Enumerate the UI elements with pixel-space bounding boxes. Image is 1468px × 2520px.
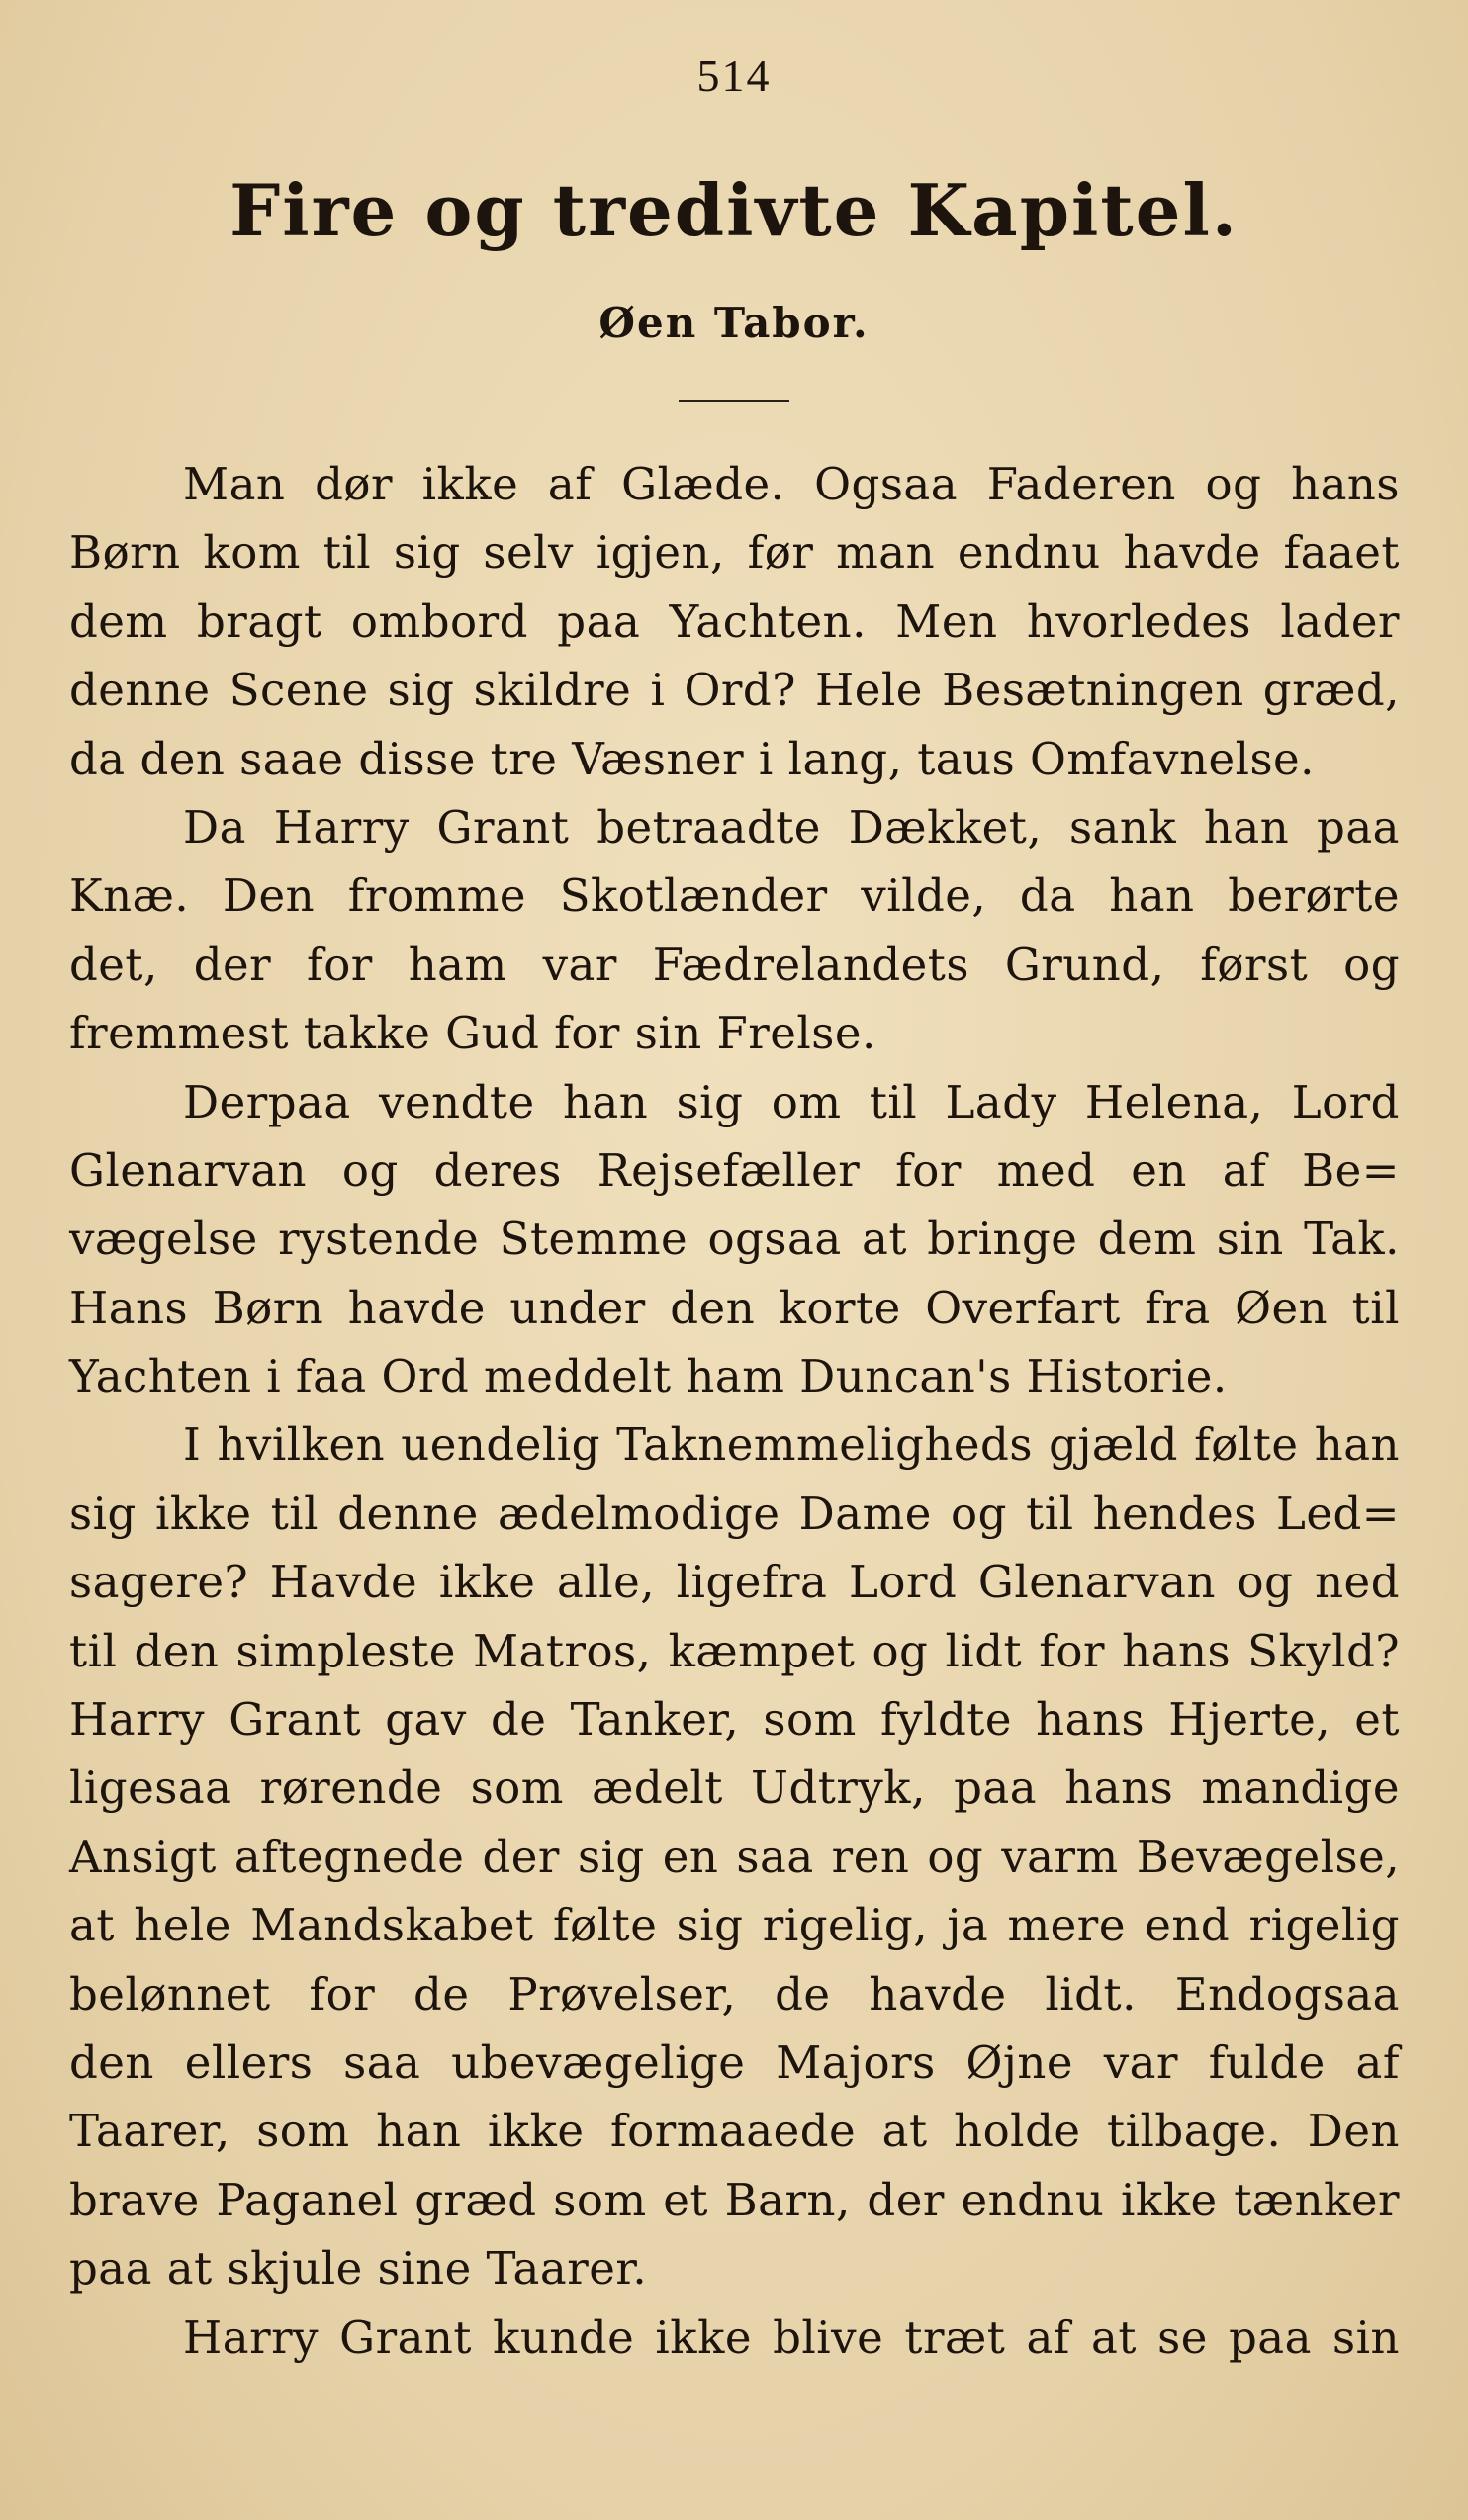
- text-line: det, der for ham var Fædrelandets Grund, først og: [69, 938, 1400, 991]
- body-text: [69, 450, 1400, 2372]
- chapter-title: Fire og tredivte Kapitel.: [229, 168, 1239, 252]
- text-line: dem bragt ombord paa Yachten. Men hvorledes lader: [69, 594, 1400, 648]
- title-divider: [679, 400, 789, 402]
- page-number: 514: [696, 50, 772, 101]
- text-line: Man dør ikke af Glæde. Ogsaa Faderen og hans: [183, 458, 1400, 510]
- text-line: Børn kom til sig selv igjen, før man endnu havde faaet: [69, 526, 1400, 580]
- text-line: Hans Børn havde under den korte Overfart fra Øen til: [69, 1281, 1400, 1334]
- text-line: vægelse rystende Stemme ogsaa at bringe dem sin Tak.: [69, 1213, 1400, 1266]
- text-line: ligesaa rørende som ædelt Udtryk, paa hans mandige: [69, 1761, 1400, 1815]
- text-line: Knæ. Den fromme Skotlænder vilde, da han berørte: [69, 869, 1400, 923]
- text-line: I hvilken uendelig Taknemmeligheds gjæld følte han: [183, 1418, 1400, 1472]
- text-line: Ansigt aftegnede der sig en saa ren og varm Bevægelse,: [69, 1830, 1400, 1883]
- text-line: til den simpleste Matros, kæmpet og lidt for hans Skyld?: [69, 1624, 1400, 1677]
- text-line: da den saae disse tre Væsner i lang, taus Omfavnelse.: [69, 732, 1315, 785]
- text-line: denne Scene sig skildre i Ord? Hele Besætningen græd,: [69, 664, 1400, 717]
- text-line: Harry Grant kunde ikke blive træt af at se paa sin: [183, 2310, 1400, 2364]
- text-line: Glenarvan og deres Rejsefæller for med en af Be=: [69, 1143, 1400, 1197]
- text-line: Yachten i faa Ord meddelt ham Duncan's Historie.: [69, 1350, 1228, 1403]
- text-line: den ellers saa ubevægelige Majors Øjne var fulde af: [69, 2035, 1400, 2089]
- text-line: fremmest takke Gud for sin Frelse.: [69, 1007, 876, 1060]
- text-line: paa at skjule sine Taarer.: [69, 2242, 648, 2295]
- text-line: belønnet for de Prøvelser, de havde lidt. Endogsaa: [69, 1967, 1400, 2021]
- text-line: Derpaa vendte han sig om til Lady Helena, Lord: [183, 1075, 1400, 1128]
- text-line: brave Paganel græd som et Barn, der endnu ikke tænker: [69, 2173, 1400, 2226]
- text-line: Da Harry Grant betraadte Dækket, sank han paa: [183, 800, 1400, 854]
- text-line: at hele Mandskabet følte sig rigelig, ja mere end rigelig: [69, 1899, 1400, 1952]
- chapter-subtitle: Øen Tabor.: [598, 299, 870, 347]
- text-line: Taarer, som han ikke formaaede at holde tilbage. Den: [69, 2105, 1400, 2158]
- text-line: sig ikke til denne ædelmodige Dame og til hendes Led=: [69, 1486, 1400, 1540]
- text-line: Harry Grant gav de Tanker, som fyldte hans Hjerte, et: [69, 1693, 1400, 1747]
- text-line: sagere? Havde ikke alle, ligefra Lord Glenarvan og ned: [69, 1556, 1400, 1609]
